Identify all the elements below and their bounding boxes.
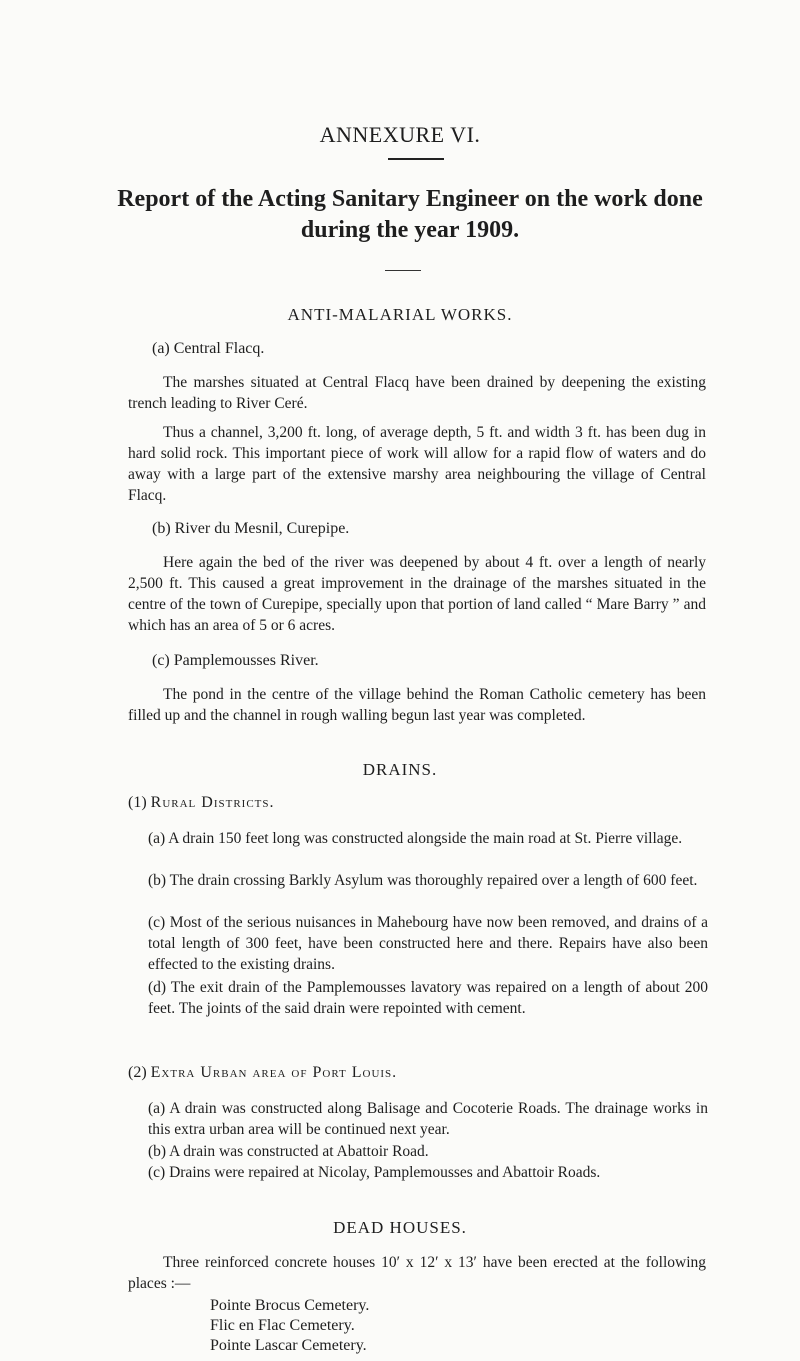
- urban-item-b: (b) A drain was constructed at Abattoir Road.: [148, 1143, 429, 1160]
- place-item: Pointe Lascar Cemetery.: [210, 1337, 367, 1354]
- section-heading-dead-houses: DEAD HOUSES.: [333, 1218, 467, 1237]
- drains-subsection-rural: [128, 794, 275, 812]
- section-heading-drains: DRAINS.: [362, 760, 438, 779]
- heading-rule: [388, 158, 444, 160]
- dead-houses-paragraph: Three reinforced concrete houses 10′ x 12′ x 13′ have been erected at the following places :—: [128, 1254, 706, 1292]
- title-line-2: during the year 1909.: [300, 217, 520, 243]
- urban-item-c: (c) Drains were repaired at Nicolay, Pamplemousses and Abattoir Roads.: [148, 1164, 601, 1181]
- paragraph-a-2: Thus a channel, 3,200 ft. long, of average depth, 5 ft. and width 3 ft. has been dug in hard solid rock. This important piece of work will allow for a rapid flow of waters and do away with a large part of the extensive marshy area neighbouring the village of Central Flacq.: [128, 424, 706, 504]
- annexure-heading: ANNEXURE VI.: [319, 122, 481, 147]
- rural-item-a: (a) A drain 150 feet long was constructed alongside the main road at St. Pierre village.: [148, 830, 683, 847]
- urban-title: Extra Urban area of Port Louis.: [150, 1064, 398, 1081]
- subsection-title-b: (b) River du Mesnil, Curepipe.: [152, 520, 350, 537]
- rural-number: (1): [128, 794, 147, 811]
- section-heading-anti-malarial: ANTI-MALARIAL WORKS.: [287, 305, 513, 324]
- title-line-1: Report of the Acting Sanitary Engineer on the work done: [117, 186, 703, 212]
- urban-number: (2): [128, 1064, 147, 1081]
- place-item: Pointe Brocus Cemetery.: [210, 1297, 370, 1314]
- subsection-title-a: (a) Central Flacq.: [152, 340, 265, 357]
- rural-item-b: (b) The drain crossing Barkly Asylum was thoroughly repaired over a length of 600 feet.: [148, 872, 698, 889]
- paragraph-b-1: Here again the bed of the river was deepened by about 4 ft. over a length of nearly 2,500 ft. This caused a great improvement in the drainage of the marshes situated in the centre of the town of Curepipe, specially upon that portion of land called “ Mare Barry ” and which has an area of 5 or 6 acres.: [128, 554, 706, 634]
- rural-item-c: (c) Most of the serious nuisances in Mahebourg have now been removed, and drains of a total length of 300 feet, have been constructed here and there. Repairs have also been effected to the existing drains.: [148, 914, 708, 973]
- paragraph-a-1: The marshes situated at Central Flacq have been drained by deepening the existing trench leading to River Ceré.: [128, 374, 706, 412]
- subsection-title-c: (c) Pamplemousses River.: [152, 652, 319, 669]
- paragraph-c-1: The pond in the centre of the village behind the Roman Catholic cemetery has been filled up and the channel in rough walling begun last year was completed.: [128, 686, 706, 724]
- title-rule: [385, 270, 421, 271]
- report-title: [100, 184, 720, 246]
- place-item: Flic en Flac Cemetery.: [210, 1317, 355, 1334]
- rural-title: Rural Districts.: [150, 794, 275, 811]
- rural-item-d: (d) The exit drain of the Pamplemousses lavatory was repaired on a length of about 200 feet. The joints of the said drain were repointed with cement.: [148, 979, 708, 1017]
- urban-item-a: (a) A drain was constructed along Balisage and Cocoterie Roads. The drainage works in this extra urban area will be continued next year.: [148, 1100, 708, 1138]
- drains-subsection-urban: [128, 1064, 397, 1082]
